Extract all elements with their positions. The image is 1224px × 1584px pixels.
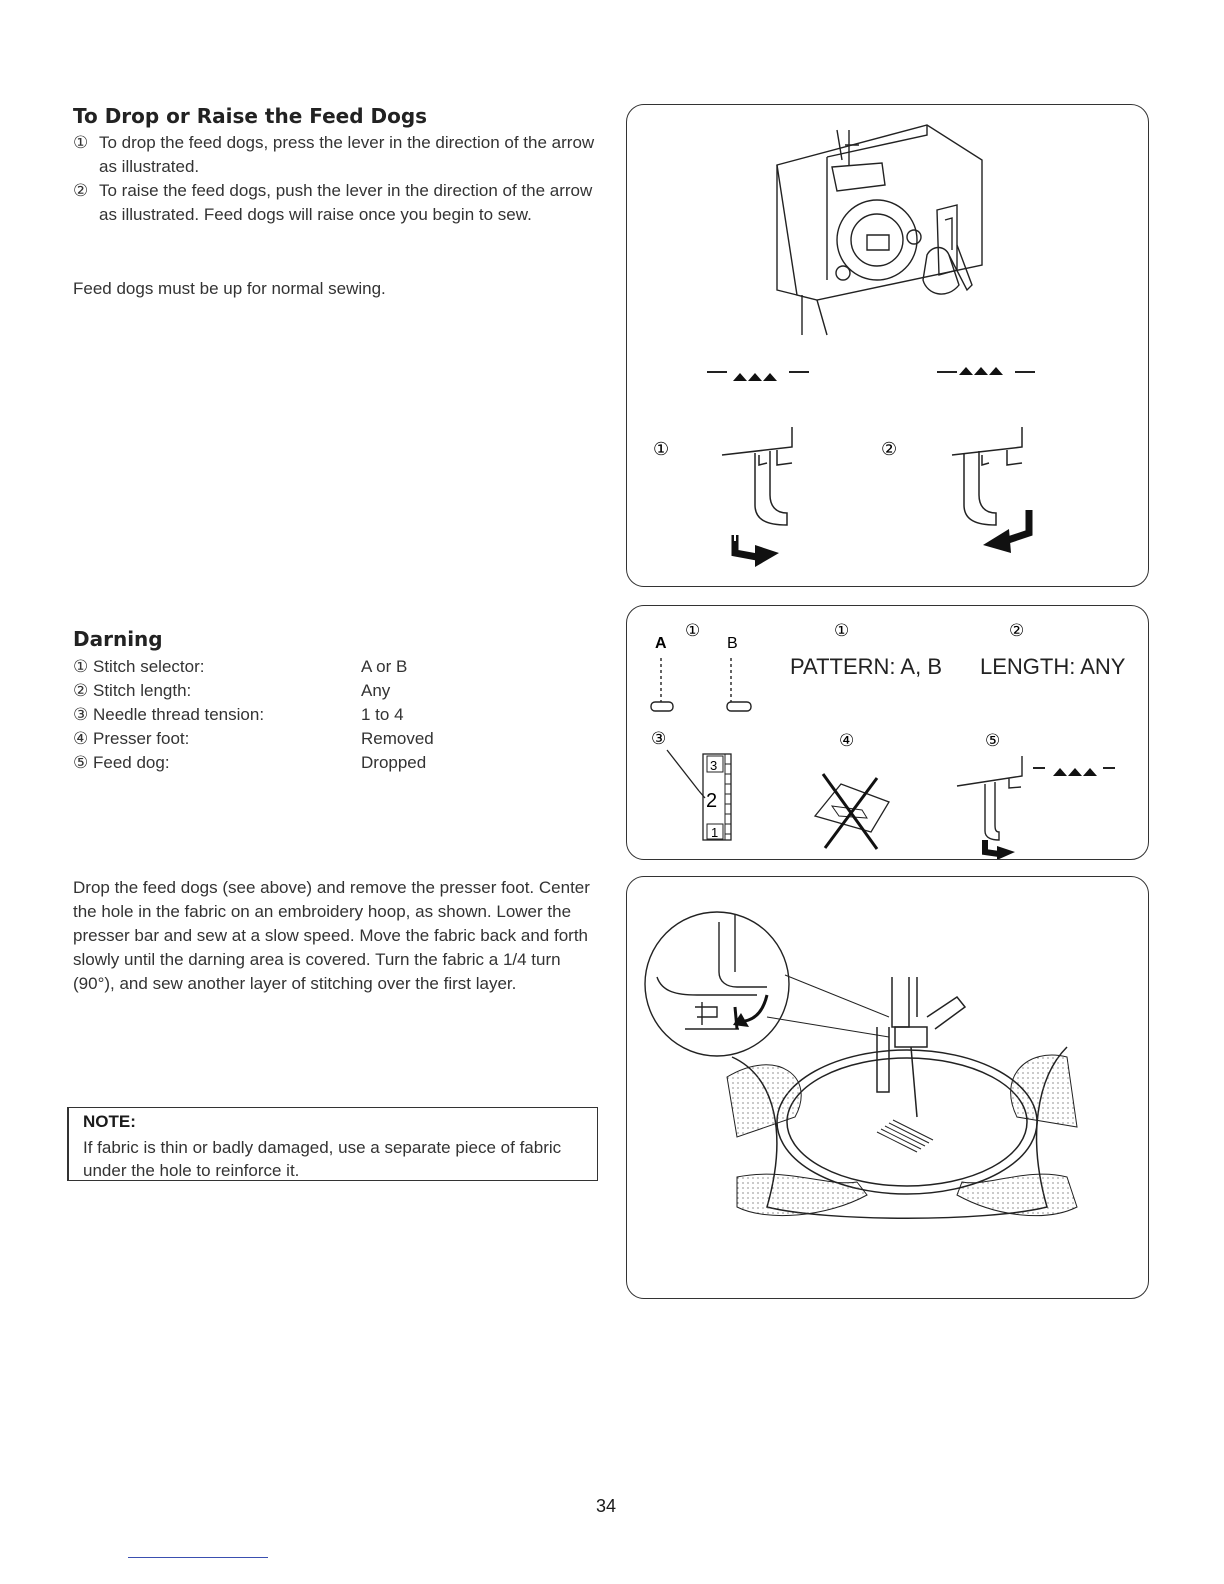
dial-mark: 2 <box>706 790 718 812</box>
spec-value: 1 to 4 <box>361 705 404 724</box>
spec-label: ④ Presser foot: <box>73 729 190 748</box>
pattern-a-label: A <box>655 635 667 652</box>
spec-value: Removed <box>361 729 434 748</box>
spec-row <box>73 655 434 679</box>
pattern-number: ① <box>834 621 850 640</box>
note-box <box>67 1107 598 1181</box>
spec-label: ③ Needle thread tension: <box>73 705 265 724</box>
darning-instructions: Drop the feed dogs (see above) and remove the presser foot. Center the hole in the fabric on an embroidery hoop, as shown. Lower the presser bar and sew at a slow speed. Move the fabric back and forth slowly until the darning area is covered. Turn the fabric a 1/4 turn (90°), and sew another layer of stitching over the first layer. <box>73 878 590 993</box>
feed-dogs-figure <box>626 104 1149 587</box>
selector-number: ① <box>685 621 701 640</box>
lever-up-icon <box>952 427 1022 525</box>
spec-value: A or B <box>361 657 408 676</box>
step-text: To drop the feed dogs, press the lever in the direction of the arrow as illustrated. <box>99 133 595 176</box>
note-title: NOTE: <box>83 1112 136 1131</box>
feed-dog-number: ⑤ <box>985 731 1001 750</box>
spec-label: ① Stitch selector: <box>73 657 205 676</box>
arrow-up-icon <box>983 510 1029 553</box>
spec-value: Dropped <box>361 753 427 772</box>
spec-row <box>73 751 434 775</box>
darning-title: Darning <box>73 627 163 651</box>
darning-settings-illustration <box>627 606 1148 859</box>
length-setting: LENGTH: ANY <box>980 654 1126 679</box>
spec-value: Any <box>361 681 391 700</box>
spec-row <box>73 727 434 751</box>
step-number: ② <box>73 181 89 200</box>
length-number: ② <box>1009 621 1025 640</box>
footer-line <box>128 1557 268 1558</box>
curved-arrow-icon <box>733 995 767 1027</box>
darning-hoop-illustration <box>627 877 1148 1298</box>
tension-dial-icon <box>667 750 731 840</box>
feed-dog-lever-icon <box>957 756 1022 840</box>
stitch-pattern-icons <box>651 658 751 711</box>
feed-dog-triangles-left <box>707 372 809 381</box>
step-number: ① <box>73 133 89 152</box>
darning-specs <box>73 655 434 775</box>
spec-row <box>73 679 434 703</box>
spec-label: ⑤ Feed dog: <box>73 753 170 772</box>
dial-mark: 3 <box>710 758 718 773</box>
feed-dogs-note: Feed dogs must be up for normal sewing. <box>73 279 386 298</box>
feed-dog-triangles-right <box>937 367 1035 375</box>
page-number: 34 <box>596 1496 617 1516</box>
darning-stitches <box>877 1120 933 1152</box>
lever-down-icon <box>722 427 792 525</box>
needle-bar <box>877 977 965 1117</box>
feed-dogs-illustration <box>627 105 1148 586</box>
magnified-needle-detail <box>645 912 789 1056</box>
feed-dogs-steps <box>73 131 603 227</box>
note-text: If fabric is thin or badly damaged, use a separate piece of fabric under the hole to reinforce it. <box>83 1138 562 1180</box>
arrow-down-icon <box>985 840 1015 859</box>
darning-settings-figure <box>626 605 1149 860</box>
spec-label: ② Stitch length: <box>73 681 192 700</box>
label-2: ② <box>881 439 898 459</box>
darning-hoop-figure <box>626 876 1149 1299</box>
feed-dog-triangles <box>1033 768 1115 776</box>
pattern-setting: PATTERN: A, B <box>790 654 942 679</box>
label-1: ① <box>653 439 670 459</box>
step-text: To raise the feed dogs, push the lever in the direction of the arrow as illustrated. Feed dogs will raise once you begin to sew. <box>99 181 593 224</box>
dial-mark: 1 <box>711 825 719 840</box>
foot-number: ④ <box>839 731 855 750</box>
tension-number: ③ <box>651 729 667 748</box>
feed-dogs-step-1 <box>73 131 603 179</box>
feed-dogs-step-2 <box>73 179 603 227</box>
feed-dogs-title: To Drop or Raise the Feed Dogs <box>73 104 428 128</box>
pattern-b-label: B <box>727 635 738 652</box>
arrow-down-icon <box>735 535 779 567</box>
spec-row <box>73 703 434 727</box>
presser-foot-removed-icon <box>815 774 889 849</box>
